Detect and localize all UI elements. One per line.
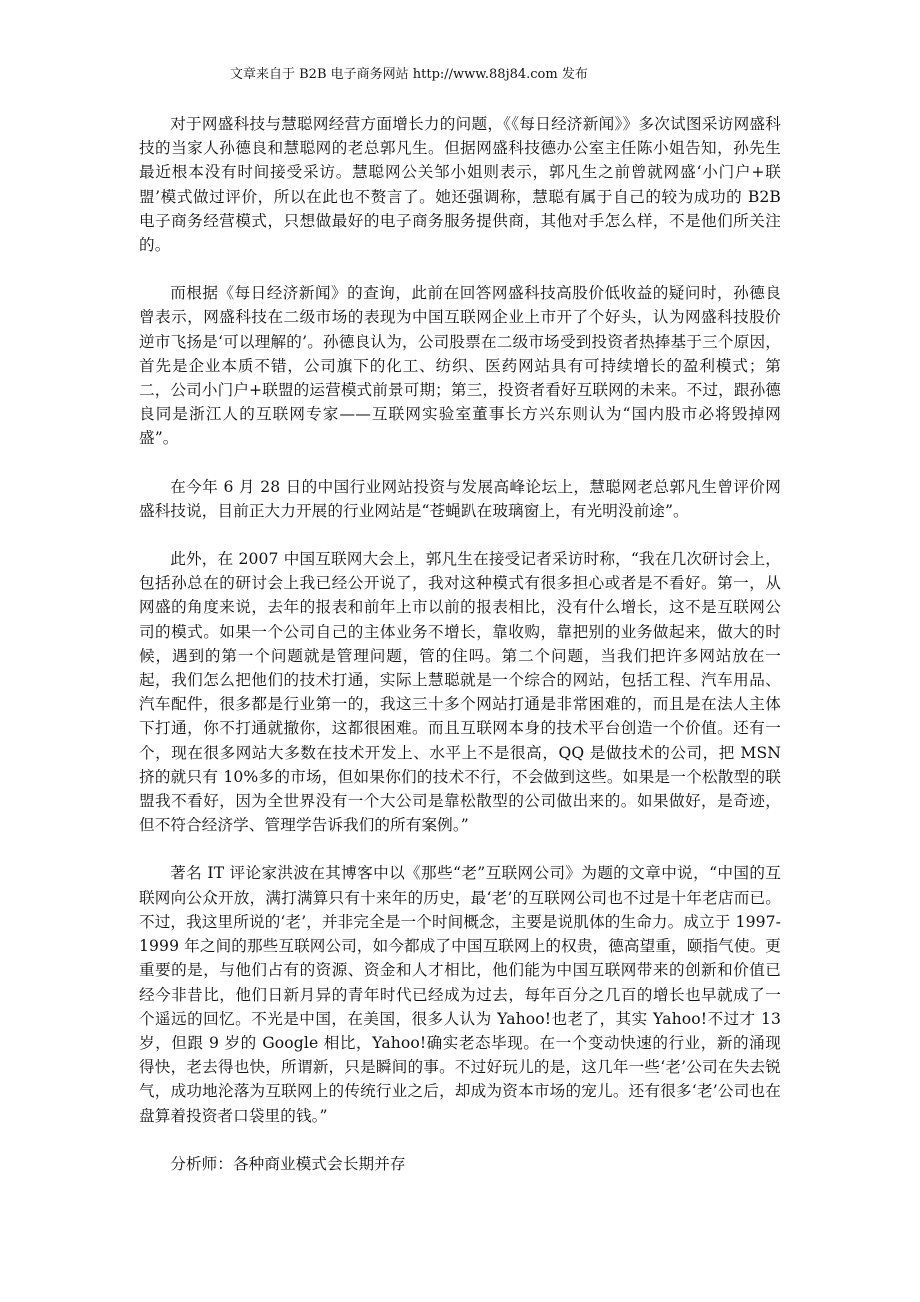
source-header: 文章来自于 B2B 电子商务网站 http://www.88j84.com 发布 — [230, 67, 588, 82]
article-body — [139, 112, 781, 1200]
paragraph-1: 对于网盛科技与慧聪网经营方面增长力的问题，《《每日经济新闻》》多次试图采访网盛科技的当家人孙德良和慧聪网的老总郭凡生。但据网盛科技德办公室主任陈小姐告知，孙先生最近根本没有时间接受采访。慧聪网公关邹小姐则表示，郭凡生之前曾就网盛‘小门户+联盟’模式做过评价，所以在此也不赘言了。她还强调称，慧聪有属于自己的较为成功的 B2B 电子商务经营模式，只想做最好的电子商务服务提供商，其他对手怎么样，不是他们所关注的。 — [139, 115, 781, 255]
section-heading: 分析师：各种商业模式会长期并存 — [170, 1154, 406, 1173]
paragraph-5: 著名 IT 评论家洪波在其博客中以《那些“老”互联网公司》为题的文章中说，“中国的互联网向公众开放，满打满算只有十来年的历史，最‘老’的互联网公司也不过是十年老店而已。不过，我这里所说的‘老’，并非完全是一个时间概念，主要是说肌体的生命力。成立于 1997-1999 年之间的那些互联网公司，如今都成了中国互联网上的权贵，德高望重，颐指气使。更重要的是，与他们占有的资源、资金和人才相比，他们能为中国互联网带来的创新和价值已经今非昔比，他们日新月异的青年时代已经成为过去，每年百分之几百的增长也早就成了一个遥远的回忆。不光是中国，在美国，很多人认为 Yahoo!也老了，其实 Yahoo!不过才 13 岁，但跟 9 岁的 Google 相比，Yahoo!确实老态毕现。在一个变动快速的行业，新的涌现得快，老去得也快，所谓新，只是瞬间的事。不过好玩儿的是，这几年一些‘老’公司在失去锐气，成功地沦落为互联网上的传统行业之后，却成为资本市场的宠儿。还有很多‘老’公司也在盘算着投资者口袋里的钱。” — [139, 864, 781, 1125]
paragraph-2: 而根据《每日经济新闻》的查询，此前在回答网盛科技高股价低收益的疑问时，孙德良曾表示，网盛科技在二级市场的表现为中国互联网企业上市开了个好头，认为网盛科技股价逆市飞扬是‘可以理解的’。孙德良认为，公司股票在二级市场受到投资者热捧基于三个原因，首先是企业本质不错，公司旗下的化工、纺织、医药网站具有可持续增长的盈利模式；第二，公司小门户+联盟的运营模式前景可期；第三，投资者看好互联网的未来。不过，跟孙德良同是浙江人的互联网专家——互联网实验室董事长方兴东则认为“国内股市必将毁掉网盛”。 — [139, 284, 781, 448]
paragraph-4: 此外，在 2007 中国互联网大会上，郭凡生在接受记者采访时称，“我在几次研讨会上，包括孙总在的研讨会上我已经公开说了，我对这种模式有很多担心或者是不看好。第一，从网盛的角度来说，去年的报表和前年上市以前的报表相比，没有什么增长，这不是互联网公司的模式。如果一个公司自己的主体业务不增长，靠收购，靠把别的业务做起来，做大的时候，遇到的第一个问题就是管理问题，管的住吗。第二个问题，当我们把许多网站放在一起，我们怎么把他们的技术打通，实际上慧聪就是一个综合的网站，包括工程、汽车用品、汽车配件，很多都是行业第一的，我这三十多个网站打通是非常困难的，而且是在法人主体下打通，你不打通就撤你，这都很困难。而且互联网本身的技术平台创造一个价值。还有一个，现在很多网站大多数在技术开发上、水平上不是很高，QQ 是做技术的公司，把 MSN 挤的就只有 10%多的市场，但如果你们的技术不行，不会做到这些。如果是一个松散型的联盟我不看好，因为全世界没有一个大公司是靠松散型的公司做出来的。如果做好，是奇迹，但不符合经济学、管理学告诉我们的所有案例。” — [139, 550, 781, 835]
paragraph-3: 在今年 6 月 28 日的中国行业网站投资与发展高峰论坛上，慧聪网老总郭凡生曾评价网盛科技说，目前正大力开展的行业网站是“苍蝇趴在玻璃窗上，有光明没前途”。 — [139, 477, 781, 520]
